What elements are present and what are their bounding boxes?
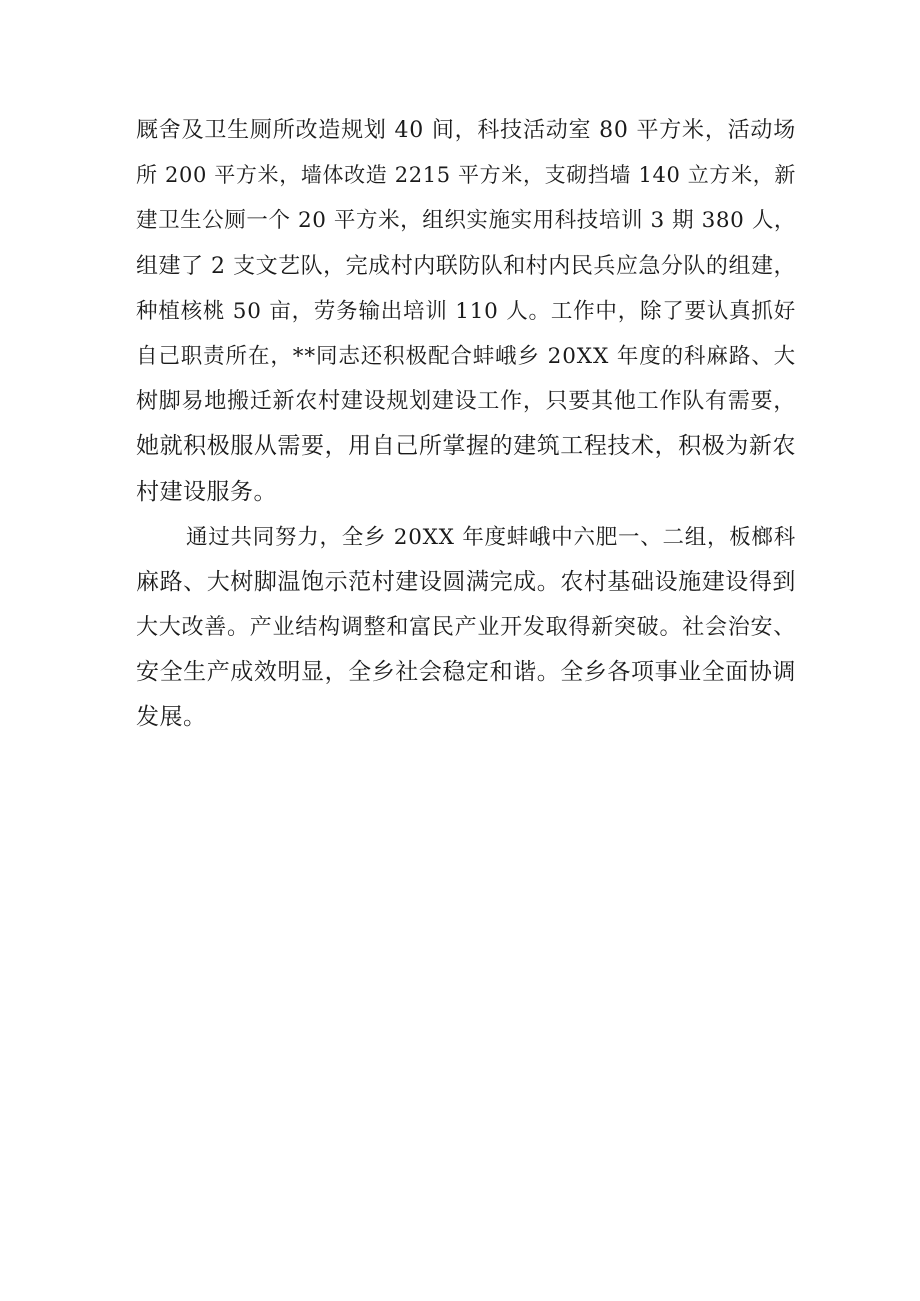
line-text: 厩舍及卫生厕所改造规划 40 间，科技活动室 80 平方米，活动场 bbox=[136, 118, 796, 143]
line-text: 树脚易地搬迁新农村建设规划建设工作，只要其他工作队有需要， bbox=[136, 389, 796, 415]
paragraph-line bbox=[136, 108, 796, 153]
paragraph-2 bbox=[136, 515, 796, 741]
paragraph-line bbox=[136, 515, 796, 560]
line-text: 村建设服务。 bbox=[136, 478, 277, 505]
line-text: 麻路、大树脚温饱示范村建设圆满完成。农村基础设施建设得到 bbox=[136, 568, 796, 595]
line-text: 发展。 bbox=[136, 704, 207, 731]
paragraph-line bbox=[136, 289, 796, 334]
line-text: 自己职责所在，**同志还积极配合蚌峨乡 20XX 年度的科麻路、大 bbox=[136, 343, 796, 369]
line-text: 种植核桃 50 亩，劳务输出培训 110 人。工作中，除了要认真抓好 bbox=[136, 298, 796, 324]
paragraph-line bbox=[136, 198, 796, 243]
paragraph-line bbox=[136, 560, 796, 605]
paragraph-line bbox=[136, 334, 796, 379]
paragraph-line bbox=[136, 695, 796, 740]
line-text: 所 200 平方米，墙体改造 2215 平方米，支砌挡墙 140 立方米，新 bbox=[136, 163, 796, 188]
line-text: 大大改善。产业结构调整和富民产业开发取得新突破。社会治安、 bbox=[136, 615, 796, 641]
line-text: 安全生产成效明显，全乡社会稳定和谐。全乡各项事业全面协调 bbox=[136, 659, 796, 686]
paragraph-line bbox=[136, 379, 796, 424]
paragraph-line bbox=[136, 244, 796, 289]
paragraph-line bbox=[136, 605, 796, 650]
document-body bbox=[136, 108, 796, 741]
line-text: 建卫生公厕一个 20 平方米，组织实施实用科技培训 3 期 380 人， bbox=[136, 208, 796, 234]
line-text: 组建了 2 支文艺队，完成村内联防队和村内民兵应急分队的组建， bbox=[136, 253, 796, 279]
paragraph-line bbox=[136, 470, 796, 515]
line-text: 她就积极服从需要，用自己所掌握的建筑工程技术，积极为新农 bbox=[136, 433, 796, 460]
line-text: 通过共同努力，全乡 20XX 年度蚌峨中六肥一、二组，板榔科 bbox=[186, 524, 796, 550]
paragraph-line bbox=[136, 153, 796, 198]
paragraph-1 bbox=[136, 108, 796, 515]
paragraph-line bbox=[136, 650, 796, 695]
paragraph-line bbox=[136, 424, 796, 469]
